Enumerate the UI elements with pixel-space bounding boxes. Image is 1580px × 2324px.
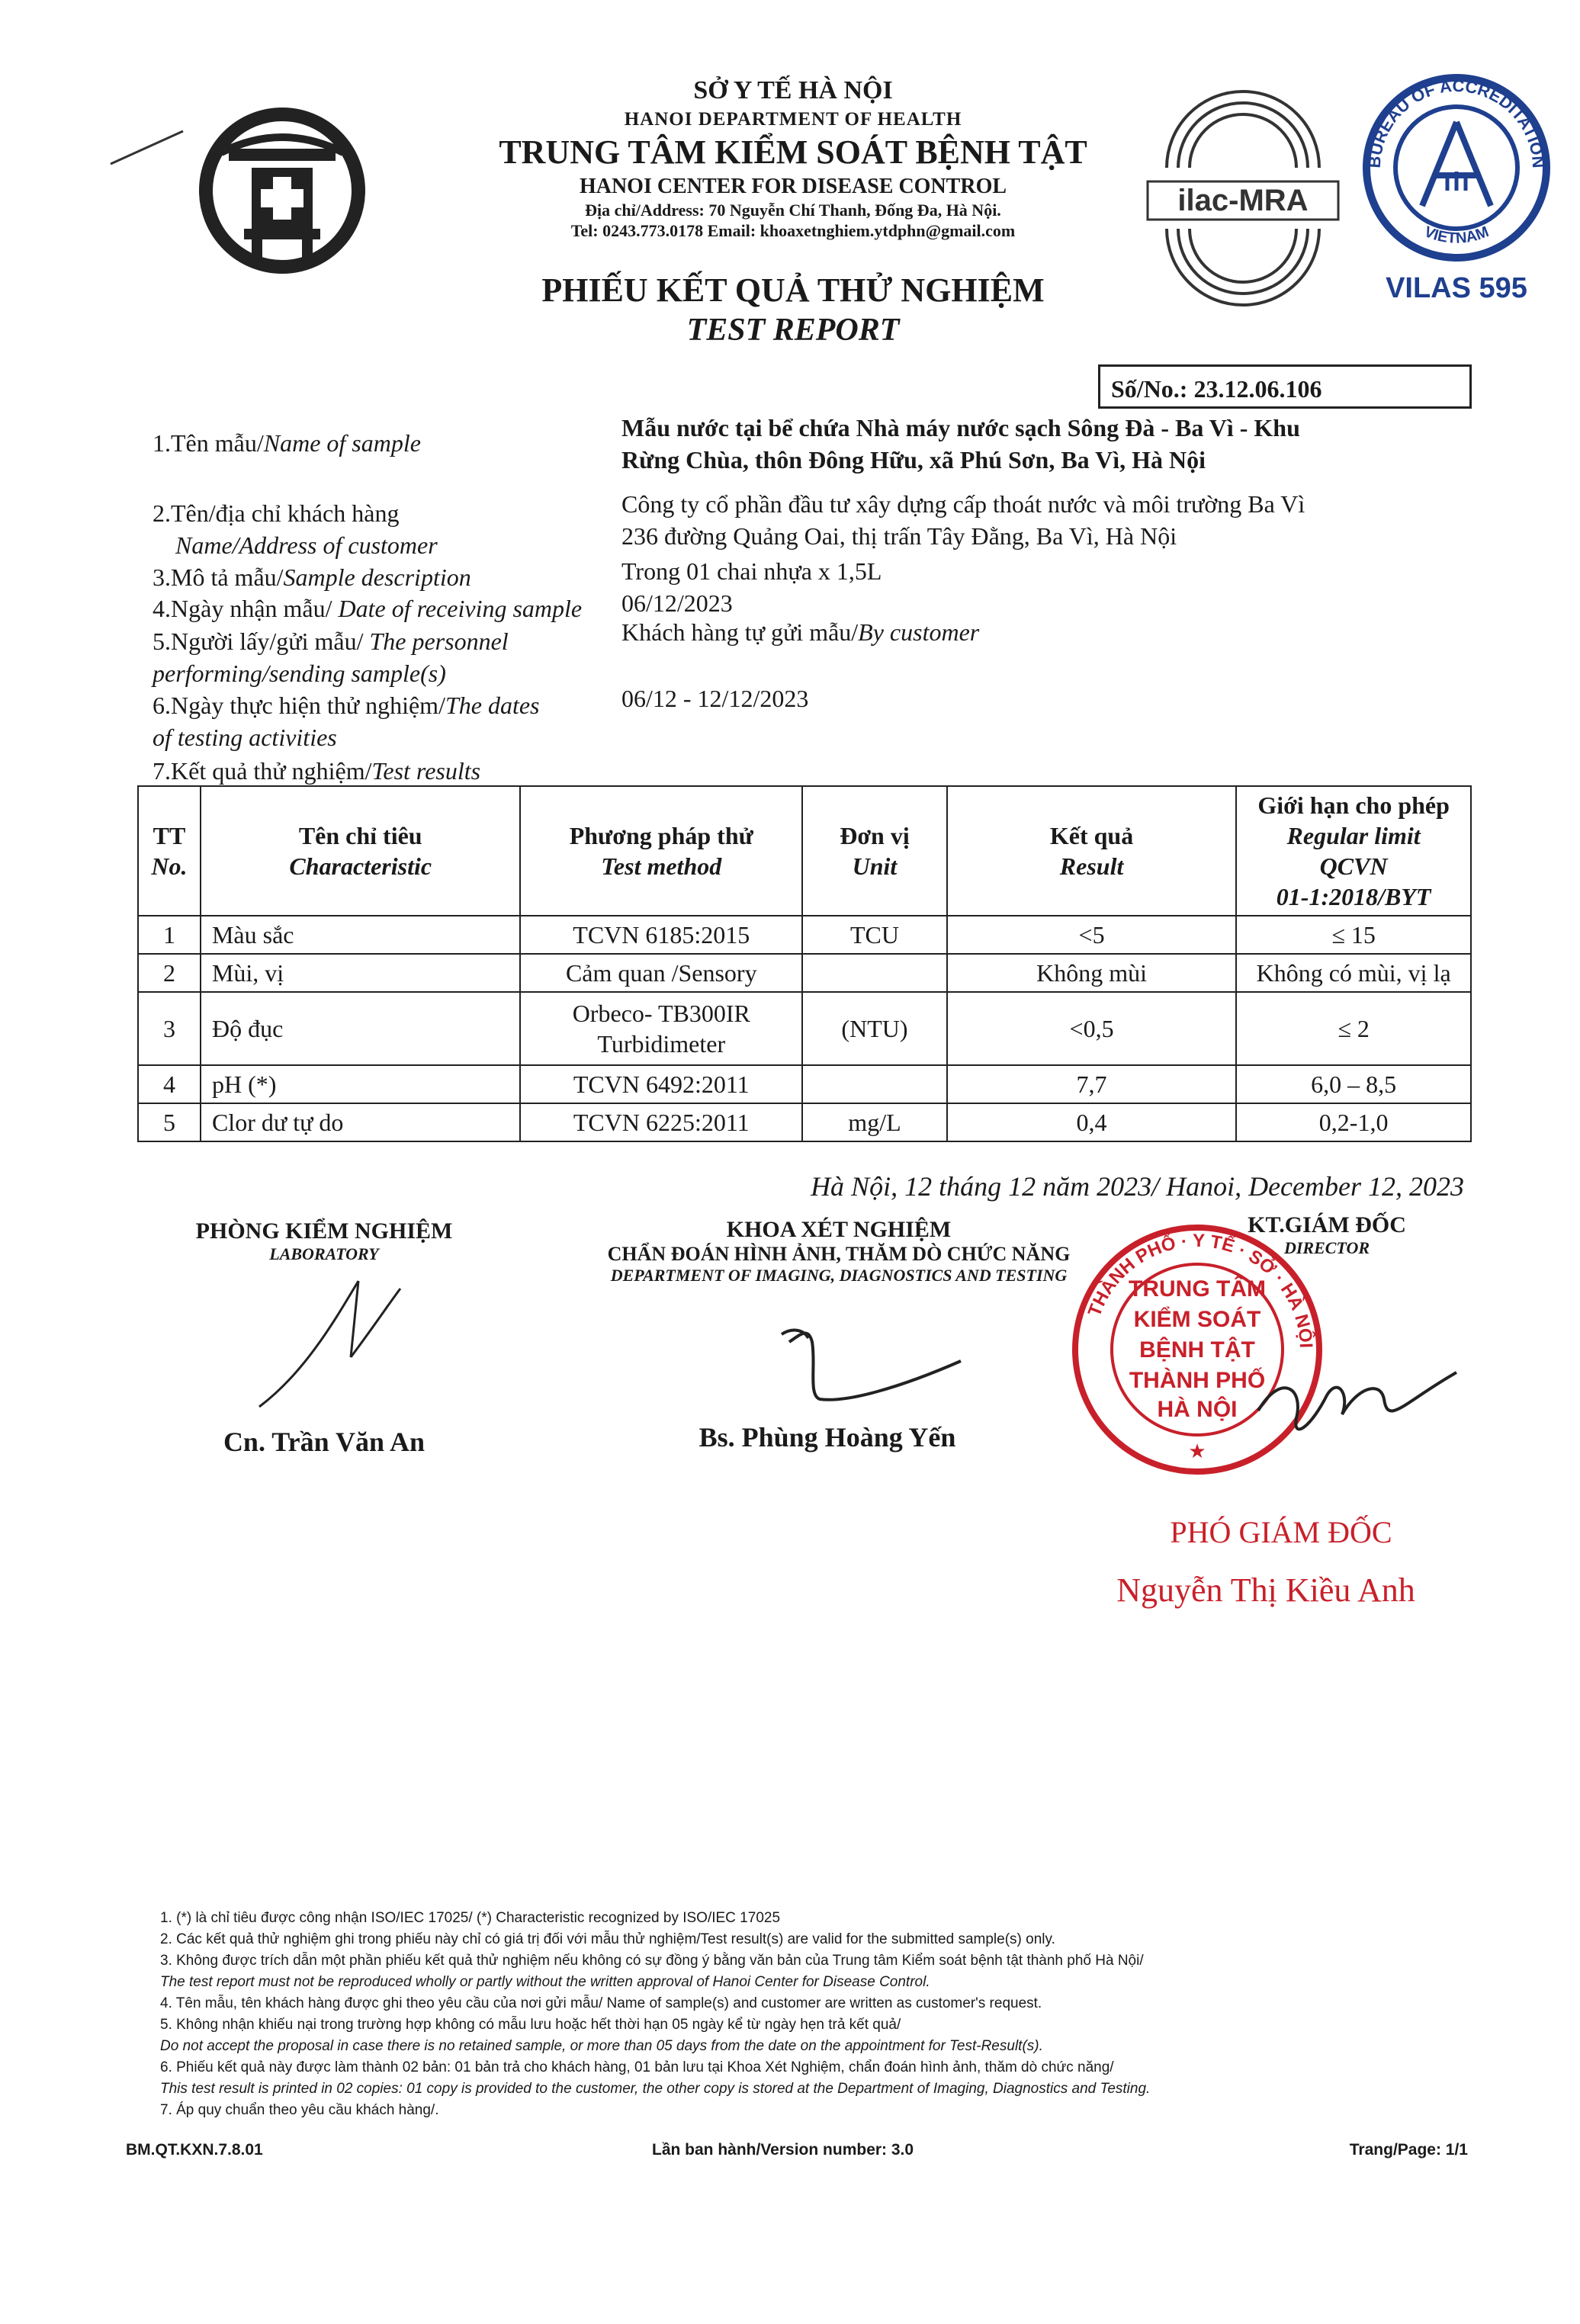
sender-label-en: The personnel — [369, 628, 509, 655]
stamp-line-5: HÀ NỘI — [1157, 1397, 1238, 1422]
note-5: 5. Không nhận khiếu nại trong trường hợp không có mẫu lưu hoặc hết thời hạn 05 ngày kể từ ngày hẹn trả kết quả/ — [160, 2017, 901, 2033]
row-unit — [802, 954, 947, 992]
director-title-vn: KT.GIÁM ĐỐC — [1248, 1212, 1406, 1237]
header-block — [427, 75, 1159, 242]
form-code: BM.QT.KXN.7.8.01 — [126, 2141, 263, 2159]
table-row — [138, 1103, 1471, 1141]
report-number: Số/No.: 23.12.06.106 — [1098, 364, 1472, 409]
customer-label-en: Name/Address of customer — [175, 531, 438, 559]
vilas-number: VILAS 595 — [1386, 272, 1527, 304]
row-limit: ≤ 2 — [1236, 992, 1471, 1065]
ilac-mra-logo — [1144, 84, 1342, 313]
deputy-director-title: PHÓ GIÁM ĐỐC — [1170, 1515, 1392, 1549]
note-7: 7. Áp quy chuẩn theo yêu cầu khách hàng/. — [160, 2102, 439, 2118]
dept-title-vn1: KHOA XÉT NGHIỆM — [726, 1217, 952, 1242]
row-characteristic: Clor dư tự do — [201, 1103, 521, 1141]
center-address: Địa chỉ/Address: 70 Nguyễn Chí Thanh, Đống Đa, Hà Nội. — [585, 200, 1001, 220]
testing-dates-value: 06/12 - 12/12/2023 — [621, 685, 809, 712]
note-3-en: The test report must not be reproduced wholly or partly without the written approval of Hanoi Center for Disease Control. — [160, 1974, 930, 1990]
row-method: TCVN 6225:2011 — [520, 1103, 802, 1141]
table-row — [138, 954, 1471, 992]
sample-name-label — [153, 427, 625, 459]
row-characteristic: Màu sắc — [201, 916, 521, 954]
testing-dates-label-en: The dates — [445, 692, 540, 719]
testing-dates-label — [153, 689, 625, 753]
stamp-line-1: TRUNG TÂM — [1129, 1276, 1266, 1302]
row-characteristic: pH (*) — [201, 1065, 521, 1103]
stamp-line-3: BỆNH TẬT — [1139, 1337, 1255, 1363]
received-date-label-vn: 4.Ngày nhận mẫu/ — [153, 595, 339, 622]
sample-desc-label — [153, 561, 625, 593]
center-en: HANOI CENTER FOR DISEASE CONTROL — [579, 174, 1007, 198]
note-1: 1. (*) là chỉ tiêu được công nhận ISO/IEC 17025/ (*) Characteristic recognized by ISO/IEC 17025 — [160, 1910, 781, 1926]
row-limit: 6,0 – 8,5 — [1236, 1065, 1471, 1103]
header-no: TT No. — [138, 786, 201, 916]
sample-desc-label-vn: 3.Mô tả mẫu/ — [153, 563, 284, 591]
dept-en: HANOI DEPARTMENT OF HEALTH — [624, 108, 962, 130]
lab-person: Cn. Trần Văn An — [223, 1427, 426, 1457]
bureau-ring-text: BUREAU OF ACCREDITATION — [1364, 75, 1549, 169]
table-row — [138, 1065, 1471, 1103]
row-unit: (NTU) — [802, 992, 947, 1065]
header-characteristic: Tên chỉ tiêu Characteristic — [201, 786, 521, 916]
row-result: <0,5 — [947, 992, 1236, 1065]
table-header-row — [138, 786, 1471, 916]
customer-name: Công ty cổ phần đầu tư xây dựng cấp thoát nước và môi trường Ba Vì — [621, 490, 1305, 518]
row-no: 2 — [138, 954, 201, 992]
customer-value — [621, 488, 1476, 552]
note-2: 2. Các kết quả thử nghiệm ghi trong phiếu này chỉ có giá trị đối với mẫu thử nghiệm/Test result(s) are valid for the submitted sample(s) only. — [160, 1931, 1055, 1947]
pen-mark — [107, 122, 191, 168]
vilas-accreditation-logo — [1357, 61, 1556, 313]
row-method: Orbeco- TB300IR Turbidimeter — [520, 992, 802, 1065]
laboratory-signature-block — [153, 1218, 496, 1264]
department-signature-block — [534, 1217, 1144, 1286]
version-number: Lần ban hành/Version number: 3.0 — [652, 2141, 914, 2159]
sample-name-label-en: Name of sample — [263, 429, 421, 457]
row-no: 3 — [138, 992, 201, 1065]
page-number: Trang/Page: 1/1 — [1349, 2141, 1468, 2159]
results-label-vn: 7.Kết quả thử nghiệm/ — [153, 757, 372, 785]
row-no: 5 — [138, 1103, 201, 1141]
sample-name-line2: Rừng Chùa, thôn Đông Hữu, xã Phú Sơn, Ba Vì, Hà Nội — [621, 446, 1206, 473]
header-unit: Đơn vị Unit — [802, 786, 947, 916]
stamp-ring-text: THÀNH PHỐ · Y TẾ · SỞ · HÀ NỘI — [1084, 1230, 1317, 1349]
customer-address: 236 đường Quảng Oai, thị trấn Tây Đằng, Ba Vì, Hà Nội — [621, 522, 1177, 550]
testing-dates-label-vn: 6.Ngày thực hiện thử nghiệm/ — [153, 692, 445, 719]
sender-label-en2: performing/sending sample(s) — [153, 660, 446, 687]
note-6-en: This test result is printed in 02 copies: 01 copy is provided to the customer, the other copy is stored at the Department of Imaging, Diagnostics and Testing. — [160, 2081, 1151, 2097]
row-limit: 0,2-1,0 — [1236, 1103, 1471, 1141]
sample-desc-label-en: Sample description — [283, 563, 471, 591]
dept-signature — [778, 1311, 968, 1411]
received-date-value: 06/12/2023 — [621, 589, 733, 617]
row-method: TCVN 6185:2015 — [520, 916, 802, 954]
sample-desc-value: Trong 01 chai nhựa x 1,5L — [621, 557, 882, 585]
footer-notes — [160, 1908, 1472, 2121]
center-vn: TRUNG TÂM KIỂM SOÁT BỆNH TẬT — [499, 133, 1087, 171]
row-no: 1 — [138, 916, 201, 954]
ilac-text: ilac-MRA — [1177, 184, 1309, 217]
lab-title-vn: PHÒNG KIỂM NGHIỆM — [195, 1218, 453, 1244]
dept-person: Bs. Phùng Hoàng Yến — [698, 1422, 956, 1452]
center-contact: Tel: 0243.773.0178 Email: khoaxetnghiem.ytdphn@gmail.com — [570, 221, 1016, 241]
row-result: 0,4 — [947, 1103, 1236, 1141]
director-title-en: DIRECTOR — [1283, 1238, 1370, 1257]
stamp-line-2: KIỂM SOÁT — [1133, 1307, 1261, 1332]
row-no: 4 — [138, 1065, 201, 1103]
received-date-label — [153, 592, 641, 624]
hcdc-logo — [198, 107, 366, 274]
row-unit: mg/L — [802, 1103, 947, 1141]
svg-text:★: ★ — [1188, 1440, 1206, 1463]
table-row — [138, 916, 1471, 954]
row-characteristic: Mùi, vị — [201, 954, 521, 992]
row-limit: ≤ 15 — [1236, 916, 1471, 954]
bureau-ring-country: VIETNAM — [1421, 223, 1492, 247]
title-en: TEST REPORT — [686, 312, 900, 348]
dept-vn: SỞ Y TẾ HÀ NỘI — [693, 76, 893, 104]
customer-label — [153, 497, 625, 561]
dept-title-vn2: CHẨN ĐOÁN HÌNH ẢNH, THĂM DÒ CHỨC NĂNG — [607, 1243, 1071, 1265]
stamp-line-4: THÀNH PHỐ — [1129, 1368, 1266, 1393]
director-person: Nguyễn Thị Kiều Anh — [1116, 1571, 1415, 1609]
table-row — [138, 992, 1471, 1065]
sender-value-vn: Khách hàng tự gửi mẫu/ — [621, 618, 859, 646]
sender-label — [153, 625, 625, 689]
dept-title-en: DEPARTMENT OF IMAGING, DIAGNOSTICS AND TESTING — [610, 1266, 1068, 1285]
results-label-en: Test results — [371, 757, 481, 785]
row-characteristic: Độ đục — [201, 992, 521, 1065]
results-table — [137, 785, 1472, 1142]
sender-value — [621, 616, 1476, 648]
row-result: 7,7 — [947, 1065, 1236, 1103]
report-title — [427, 271, 1159, 349]
row-result: Không mùi — [947, 954, 1236, 992]
sender-label-vn: 5.Người lấy/gửi mẫu/ — [153, 628, 370, 655]
row-unit — [802, 1065, 947, 1103]
note-5-en: Do not accept the proposal in case there is no retained sample, or more than 05 days from the date on the appointment for Test-Result(s). — [160, 2038, 1043, 2054]
received-date-label-en: Date of receiving sample — [338, 595, 583, 622]
lab-signature — [244, 1266, 419, 1418]
header-limit: Giới hạn cho phép Regular limit QCVN 01-1:2018/BYT — [1236, 786, 1471, 916]
sample-name-line1: Mẫu nước tại bể chứa Nhà máy nước sạch Sông Đà - Ba Vì - Khu — [621, 414, 1300, 441]
header-result: Kết quả Result — [947, 786, 1236, 916]
note-6: 6. Phiếu kết quả này được làm thành 02 bản: 01 bản trả cho khách hàng, 01 bản lưu tại Khoa Xét Nghiệm, chẩn đoán hình ảnh, thăm dò chức năng/ — [160, 2059, 1114, 2075]
note-4: 4. Tên mẫu, tên khách hàng được ghi theo yêu cầu của nơi gửi mẫu/ Name of sample(s) and customer are written as customer's request. — [160, 1995, 1042, 2011]
row-method: TCVN 6492:2011 — [520, 1065, 802, 1103]
row-method: Cảm quan /Sensory — [520, 954, 802, 992]
row-result: <5 — [947, 916, 1236, 954]
sender-value-en: By customer — [858, 618, 980, 646]
testing-dates-label-en2: of testing activities — [153, 724, 337, 751]
customer-label-vn: 2.Tên/địa chỉ khách hàng — [153, 499, 400, 527]
sample-name-label-vn: 1.Tên mẫu/ — [153, 429, 264, 457]
results-label — [153, 755, 625, 787]
row-unit: TCU — [802, 916, 947, 954]
title-vn: PHIẾU KẾT QUẢ THỬ NGHIỆM — [541, 271, 1045, 309]
director-signature — [1251, 1342, 1464, 1456]
header-method: Phương pháp thử Test method — [520, 786, 802, 916]
place-date: Hà Nội, 12 tháng 12 năm 2023/ Hanoi, December 12, 2023 — [811, 1171, 1464, 1202]
row-limit: Không có mùi, vị lạ — [1236, 954, 1471, 992]
note-3: 3. Không được trích dẫn một phần phiếu kết quả thử nghiệm nếu không có sự đồng ý bằng văn bản của Trung tâm Kiểm soát bệnh tật thành phố Hà Nội/ — [160, 1953, 1144, 1969]
lab-title-en: LABORATORY — [269, 1244, 379, 1263]
sample-name-value — [621, 412, 1476, 476]
